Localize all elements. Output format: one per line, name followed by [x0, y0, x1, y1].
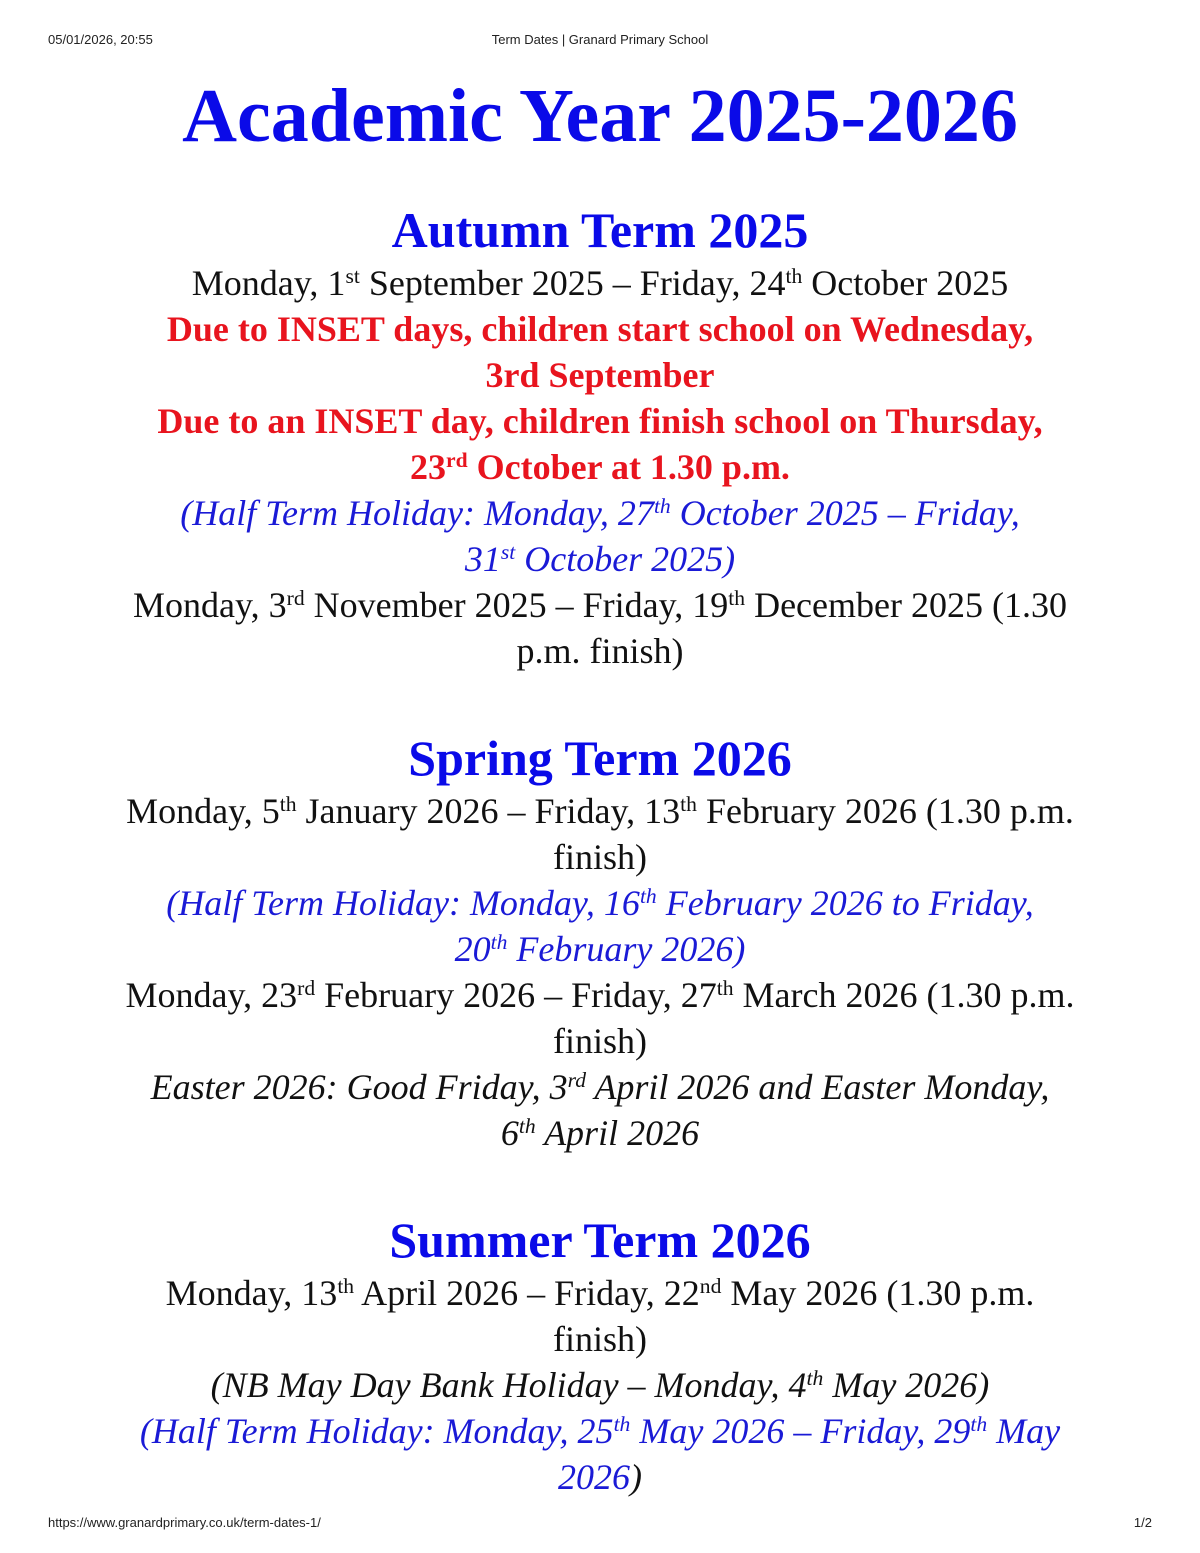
inset-start-notice: Due to INSET days, children start school on Wednesday,: [166, 309, 1034, 349]
autumn-term-dates: Monday, 1st September 2025 – Friday, 24th October 2025: [191, 263, 1009, 303]
summer-half-term-line-1: (Half Term Holiday: Monday, 25th May 2026 – Friday, 29th May: [139, 1411, 1061, 1451]
inset-finish-date: 23rd October at 1.30 p.m.: [410, 447, 790, 487]
easter-line-2: 6th April 2026: [500, 1113, 700, 1153]
spring-second-finish-note: finish): [553, 1021, 647, 1061]
autumn-half-term-line-2: 31st October 2025): [464, 539, 736, 579]
spring-first-finish-note: finish): [553, 837, 647, 877]
autumn-half-term-line-1: (Half Term Holiday: Monday, 27th October 2025 – Friday,: [180, 493, 1020, 533]
summer-first-half-dates: Monday, 13th April 2026 – Friday, 22nd May 2026 (1.30 p.m.: [165, 1273, 1035, 1313]
spring-term-heading: Spring Term 2026: [408, 730, 792, 786]
print-url: https://www.granardprimary.co.uk/term-dates-1/: [48, 1515, 321, 1530]
may-day-note: (NB May Day Bank Holiday – Monday, 4th May 2026): [210, 1365, 990, 1405]
term-dates-content: [60, 68, 1140, 1500]
spring-second-half-dates: Monday, 23rd February 2026 – Friday, 27th March 2026 (1.30 p.m.: [125, 975, 1075, 1015]
inset-finish-notice: Due to an INSET day, children finish school on Thursday,: [157, 401, 1043, 441]
page-title: Academic Year 2025-2026: [182, 74, 1018, 158]
print-footer: [48, 1515, 1152, 1533]
print-header: [48, 32, 1152, 50]
spring-first-half-dates: Monday, 5th January 2026 – Friday, 13th February 2026 (1.30 p.m.: [126, 791, 1074, 831]
autumn-finish-note: p.m. finish): [516, 631, 684, 671]
print-page-number: 1/2: [1133, 1515, 1152, 1530]
inset-start-date: 3rd September: [485, 355, 715, 395]
spring-term-section: [60, 728, 1140, 1156]
autumn-term-heading: Autumn Term 2025: [391, 202, 809, 258]
autumn-term-section: [60, 200, 1140, 674]
spring-half-term-line-1: (Half Term Holiday: Monday, 16th February 2026 to Friday,: [166, 883, 1034, 923]
spring-half-term-line-2: 20th February 2026): [454, 929, 746, 969]
summer-half-term-line-2: 2026): [558, 1457, 642, 1497]
autumn-second-half-dates: Monday, 3rd November 2025 – Friday, 19th December 2025 (1.30: [133, 585, 1067, 625]
print-page-title: Term Dates | Granard Primary School: [491, 32, 709, 47]
summer-term-heading: Summer Term 2026: [389, 1212, 811, 1268]
summer-term-section: [60, 1210, 1140, 1500]
print-datetime: 05/01/2026, 20:55: [48, 32, 153, 47]
easter-line-1: Easter 2026: Good Friday, 3rd April 2026 and Easter Monday,: [150, 1067, 1050, 1107]
summer-finish-note: finish): [553, 1319, 647, 1359]
